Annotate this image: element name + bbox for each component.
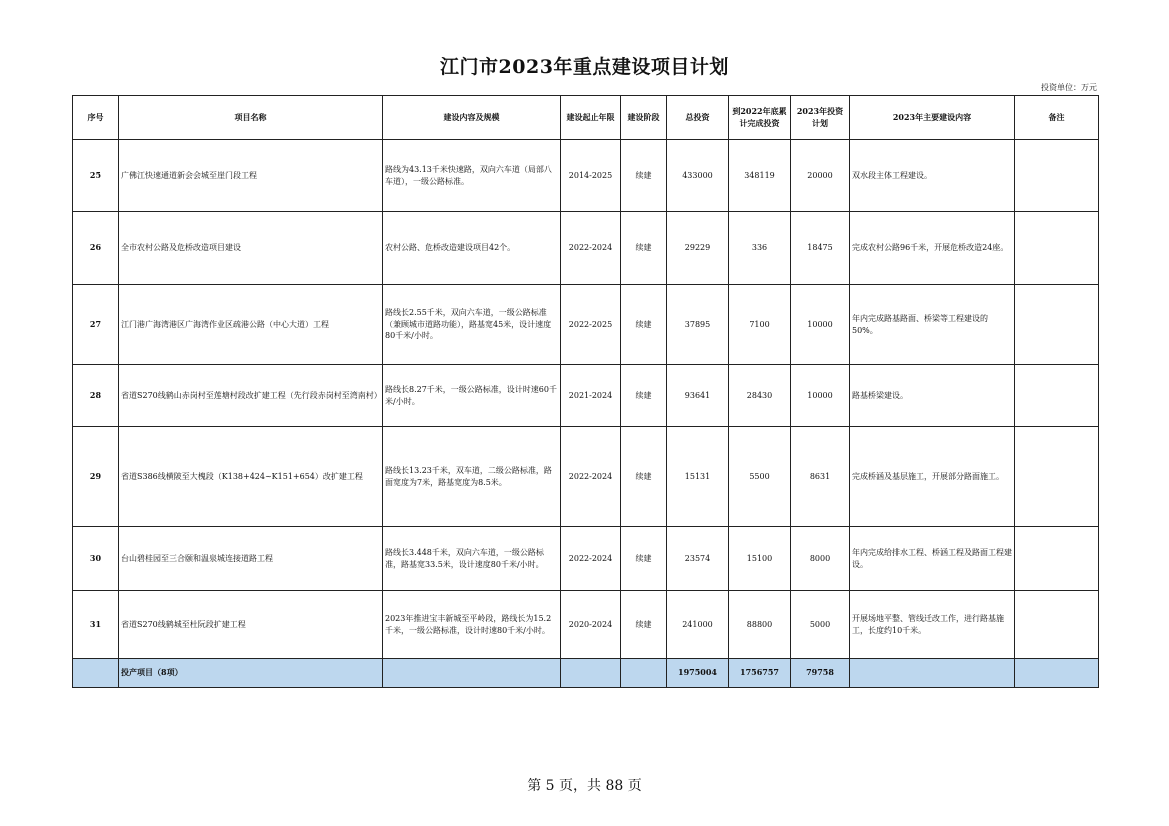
- cell-remark: [1015, 285, 1099, 365]
- cell-total: 241000: [667, 591, 729, 659]
- cell-name: 省道S386线横陂至大槐段（K138+424~K151+654）改扩建工程: [119, 427, 383, 527]
- cell-no: 25: [73, 140, 119, 212]
- cell-content2023: 完成农村公路96千米，开展危桥改造24座。: [850, 212, 1015, 285]
- investment-unit-note: 投资单位：万元: [1041, 83, 1097, 92]
- header-scope: 建设内容及规模: [383, 96, 561, 140]
- header-no: 序号: [73, 96, 119, 140]
- cell-name: 江门港广海湾港区广海湾作业区疏港公路（中心大道）工程: [119, 285, 383, 365]
- cell-completed: 336: [729, 212, 791, 285]
- summary-content-cell: [850, 659, 1015, 688]
- cell-remark: [1015, 365, 1099, 427]
- cell-period: 2022-2024: [561, 212, 621, 285]
- cell-completed: 5500: [729, 427, 791, 527]
- cell-period: 2014-2025: [561, 140, 621, 212]
- header-plan2023: 2023年投资计划: [791, 96, 850, 140]
- cell-plan2023: 10000: [791, 285, 850, 365]
- summary-no-cell: [73, 659, 119, 688]
- cell-name: 省道S270线鹤城至杜阮段扩建工程: [119, 591, 383, 659]
- cell-stage: 续建: [621, 365, 667, 427]
- cell-period: 2022-2025: [561, 285, 621, 365]
- cell-remark: [1015, 527, 1099, 591]
- cell-total: 37895: [667, 285, 729, 365]
- header-remark: 备注: [1015, 96, 1099, 140]
- page-title: 江门市2023年重点建设项目计划: [440, 56, 729, 78]
- cell-no: 28: [73, 365, 119, 427]
- cell-period: 2021-2024: [561, 365, 621, 427]
- cell-plan2023: 10000: [791, 365, 850, 427]
- header-name: 项目名称: [119, 96, 383, 140]
- cell-plan2023: 8000: [791, 527, 850, 591]
- cell-stage: 续建: [621, 591, 667, 659]
- cell-period: 2022-2024: [561, 427, 621, 527]
- cell-content2023: 双水段主体工程建设。: [850, 140, 1015, 212]
- cell-no: 29: [73, 427, 119, 527]
- cell-plan2023: 18475: [791, 212, 850, 285]
- table-row: [73, 527, 1099, 591]
- cell-completed: 28430: [729, 365, 791, 427]
- cell-name: 全市农村公路及危桥改造项目建设: [119, 212, 383, 285]
- page-footer: 第 5 页，共 88 页: [527, 778, 642, 794]
- cell-name: 广佛江快速通道新会会城至崖门段工程: [119, 140, 383, 212]
- cell-total: 433000: [667, 140, 729, 212]
- summary-row: [73, 659, 1099, 688]
- cell-no: 27: [73, 285, 119, 365]
- table-row: [73, 427, 1099, 527]
- project-plan-table: [72, 95, 1099, 688]
- cell-stage: 续建: [621, 527, 667, 591]
- cell-total: 93641: [667, 365, 729, 427]
- summary-remark-cell: [1015, 659, 1099, 688]
- cell-content2023: 开展场地平整、管线迁改工作，进行路基施工，长度约10千米。: [850, 591, 1015, 659]
- cell-remark: [1015, 591, 1099, 659]
- cell-remark: [1015, 140, 1099, 212]
- cell-stage: 续建: [621, 427, 667, 527]
- cell-completed: 15100: [729, 527, 791, 591]
- header-completed: 到2022年底累计完成投资: [729, 96, 791, 140]
- cell-scope: 路线长2.55千米，双向六车道，一级公路标准（兼顾城市道路功能），路基宽45米，设计速度80千米/小时。: [383, 285, 561, 365]
- table-row: [73, 365, 1099, 427]
- cell-no: 26: [73, 212, 119, 285]
- header-stage: 建设阶段: [621, 96, 667, 140]
- cell-completed: 88800: [729, 591, 791, 659]
- cell-period: 2020-2024: [561, 591, 621, 659]
- cell-content2023: 完成桥涵及基层施工，开展部分路面施工。: [850, 427, 1015, 527]
- cell-plan2023: 8631: [791, 427, 850, 527]
- cell-remark: [1015, 427, 1099, 527]
- cell-content2023: 年内完成路基路面、桥梁等工程建设的50%。: [850, 285, 1015, 365]
- cell-stage: 续建: [621, 285, 667, 365]
- cell-scope: 路线长3.448千米，双向六车道，一级公路标准，路基宽33.5米，设计速度80千米/小时。: [383, 527, 561, 591]
- summary-plan2023: 79758: [791, 659, 850, 688]
- cell-name: 台山碧桂园至三合颐和温泉城连接道路工程: [119, 527, 383, 591]
- cell-content2023: 年内完成给排水工程、桥涵工程及路面工程建设。: [850, 527, 1015, 591]
- summary-stage-cell: [621, 659, 667, 688]
- table-row: [73, 212, 1099, 285]
- header-total: 总投资: [667, 96, 729, 140]
- cell-no: 31: [73, 591, 119, 659]
- cell-total: 23574: [667, 527, 729, 591]
- table-row: [73, 285, 1099, 365]
- header-period: 建设起止年限: [561, 96, 621, 140]
- cell-plan2023: 5000: [791, 591, 850, 659]
- cell-stage: 续建: [621, 140, 667, 212]
- cell-name: 省道S270线鹤山赤岗村至莲塘村段改扩建工程（先行段赤岗村至湾南村）: [119, 365, 383, 427]
- cell-scope: 路线长13.23千米，双车道，二级公路标准，路面宽度为7米，路基宽度为8.5米。: [383, 427, 561, 527]
- table-row: [73, 591, 1099, 659]
- table-row: [73, 140, 1099, 212]
- cell-completed: 7100: [729, 285, 791, 365]
- cell-scope: 路线长8.27千米，一级公路标准，设计时速60千米/小时。: [383, 365, 561, 427]
- cell-completed: 348119: [729, 140, 791, 212]
- cell-content2023: 路基桥梁建设。: [850, 365, 1015, 427]
- cell-period: 2022-2024: [561, 527, 621, 591]
- cell-no: 30: [73, 527, 119, 591]
- cell-stage: 续建: [621, 212, 667, 285]
- cell-scope: 路线为43.13千米快速路，双向六车道（局部八车道），一级公路标准。: [383, 140, 561, 212]
- cell-scope: 2023年推进宝丰新城至平岭段，路线长为15.2千米，一级公路标准，设计时速80千米/小时。: [383, 591, 561, 659]
- summary-scope-cell: [383, 659, 561, 688]
- cell-total: 29229: [667, 212, 729, 285]
- cell-remark: [1015, 212, 1099, 285]
- summary-label: 投产项目（8项）: [119, 659, 383, 688]
- header-content2023: 2023年主要建设内容: [850, 96, 1015, 140]
- cell-scope: 农村公路、危桥改造建设项目42个。: [383, 212, 561, 285]
- summary-period-cell: [561, 659, 621, 688]
- table-header-row: [73, 96, 1099, 140]
- cell-plan2023: 20000: [791, 140, 850, 212]
- summary-completed: 1756757: [729, 659, 791, 688]
- summary-total: 1975004: [667, 659, 729, 688]
- cell-total: 15131: [667, 427, 729, 527]
